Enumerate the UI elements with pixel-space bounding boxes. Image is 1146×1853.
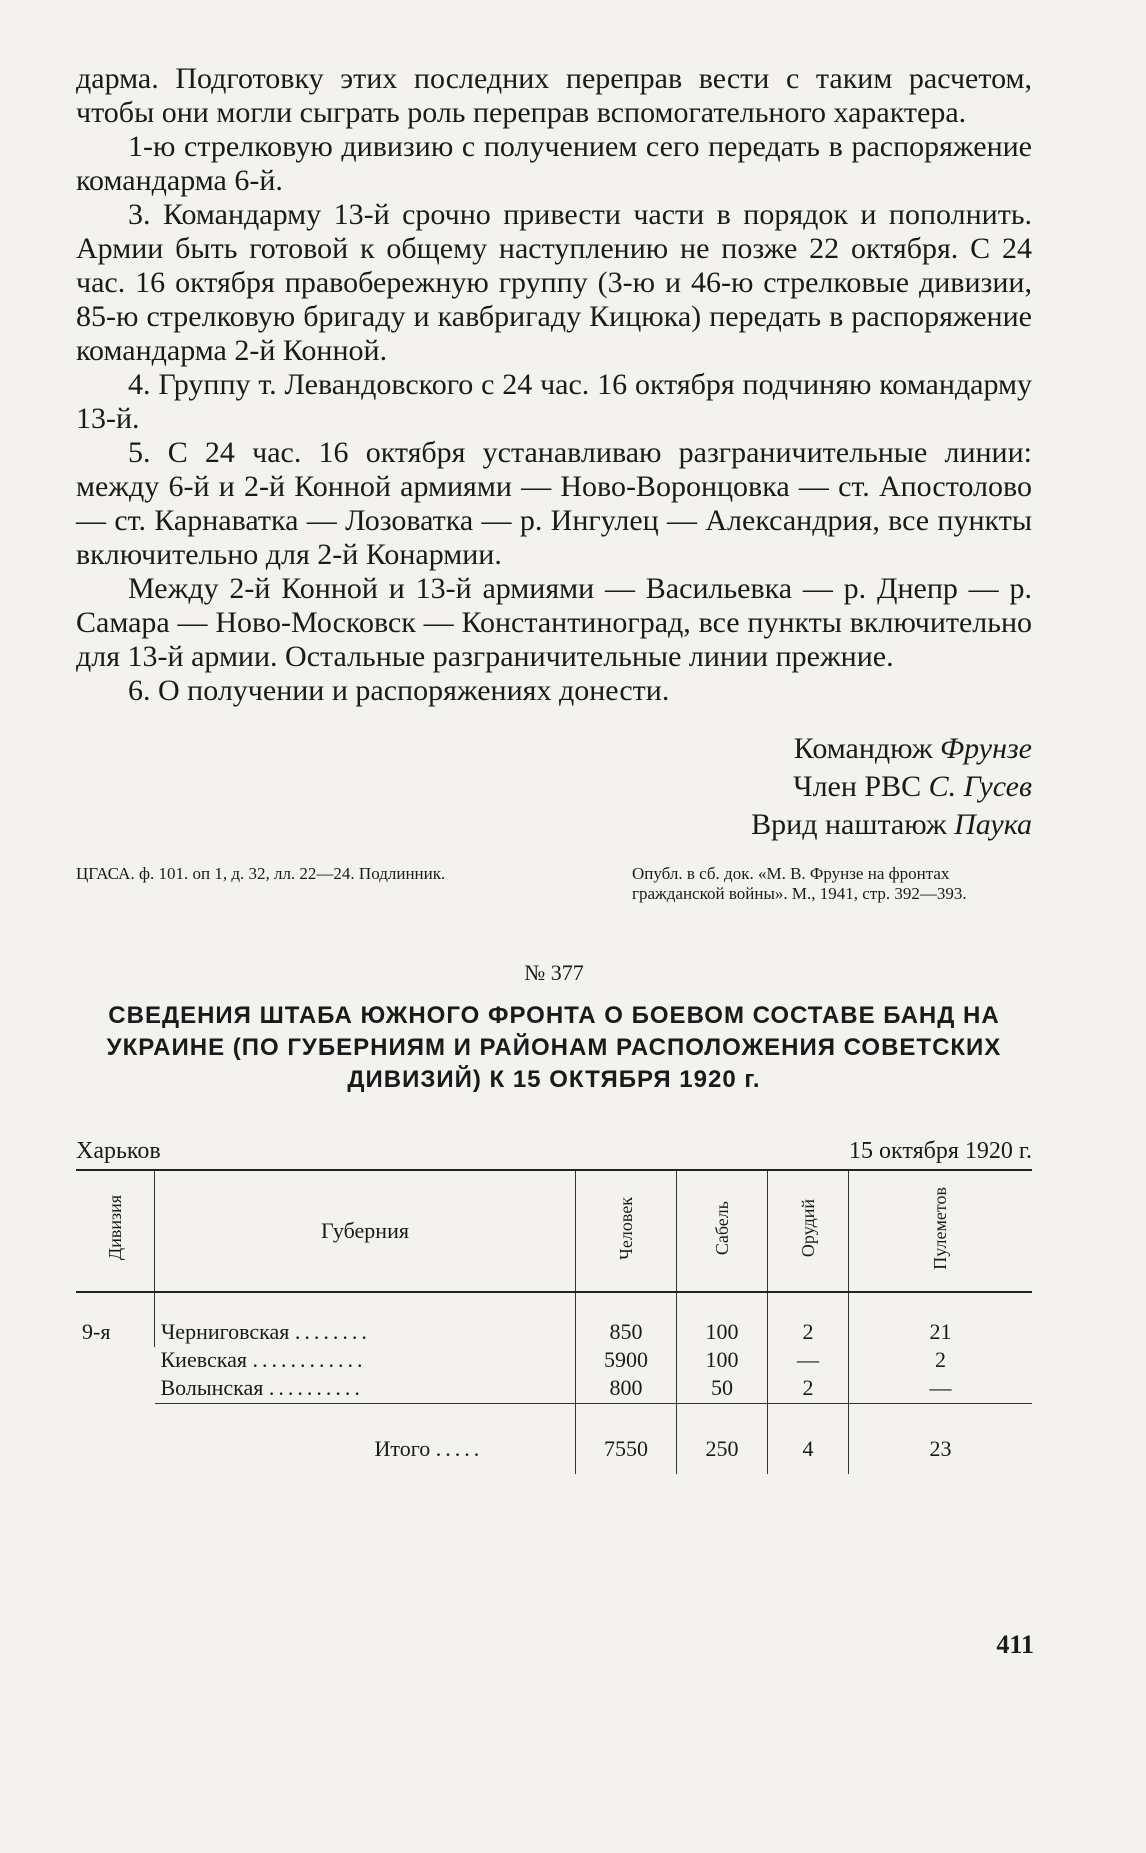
references <box>76 864 1032 904</box>
signature-line: Член РВС С. Гусев <box>793 770 1032 803</box>
paragraph-2: 1-ю стрелковую дивизию с получением сего передать в распоряжение командарма 6-й. <box>76 130 1032 197</box>
publication-reference: Опубл. в сб. док. «М. В. Фрунзе на фронтах гражданской войны». М., 1941, стр. 392—393. <box>632 864 967 903</box>
place: Харьков <box>76 1138 161 1164</box>
table-row: Волынская .......... 800 50 2 — <box>76 1375 1032 1404</box>
total-row: Итого ..... 7550 250 4 23 <box>76 1404 1032 1475</box>
archive-reference: ЦГАСА. ф. 101. оп 1, д. 32, лл. 22—24. Подлинник. <box>76 864 446 883</box>
page-number: 411 <box>996 1630 1034 1659</box>
paragraph-6: Между 2-й Конной и 13-й армиями — Васильевка — р. Днепр — р. Самара — Ново-Московск — Константиноград, все пункты включительно для 13-й армии. Остальные разграничительные линии прежние. <box>76 572 1032 673</box>
header-machine-guns: Пулеметов <box>849 1170 1033 1292</box>
signature-line: Командюж Фрунзе <box>793 732 1032 765</box>
division-cell: 9-я <box>82 1319 111 1344</box>
page <box>76 62 1032 1474</box>
paragraph-4: 4. Группу т. Левандовского с 24 час. 16 октября подчиняю командарму 13-й. <box>76 368 1032 435</box>
paragraph-3: 3. Командарму 13-й срочно привести части в порядок и пополнить. Армии быть готовой к общему наступлению не позже 22 октября. С 24 час. 16 октября правобережную группу (3-ю и 46-ю стрелковые дивизии, 85-ю стрелковую бригаду и кавбригаду Кицюка) передать в распоряжение командарма 2-й Конной. <box>76 198 1032 367</box>
header-division: Дивизия <box>76 1170 155 1292</box>
signatures <box>76 730 1032 844</box>
header-province: Губерния <box>155 1170 576 1292</box>
header-people: Человек <box>576 1170 677 1292</box>
forces-table <box>76 1169 1032 1474</box>
document-title: СВЕДЕНИЯ ШТАБА ЮЖНОГО ФРОНТА О БОЕВОМ СОСТАВЕ БАНД НА УКРАИНЕ (ПО ГУБЕРНИЯМ И РАЙОНАМ РАСПОЛОЖЕНИЯ СОВЕТСКИХ ДИВИЗИЙ) К 15 ОКТЯБРЯ 1920 г. <box>106 1002 1002 1093</box>
place-date-line <box>76 1138 1032 1165</box>
table-row: Киевская ............ 5900 100 — 2 <box>76 1347 1032 1375</box>
table-row: 9-я Черниговская ........ 850 100 2 21 <box>76 1292 1032 1347</box>
paragraph-1: дарма. Подготовку этих последних переправ вести с таким расчетом, чтобы они могли сыграть роль переправ вспомогательного характера. <box>76 62 1032 129</box>
document-number: № 377 <box>524 960 584 985</box>
header-guns: Орудий <box>768 1170 849 1292</box>
signature-line: Врид наштаюж Паука <box>751 808 1032 841</box>
date: 15 октября 1920 г. <box>849 1138 1032 1164</box>
header-sabers: Сабель <box>677 1170 768 1292</box>
paragraph-7: 6. О получении и распоряжениях донести. <box>128 674 670 707</box>
paragraph-5: 5. С 24 час. 16 октября устанавливаю разграничительные линии: между 6-й и 2-й Конной армиями — Ново-Воронцовка — ст. Апостолово — ст. Карнаватка — Лозоватка — р. Ингулец — Александрия, все пункты включительно для 2-й Конармии. <box>76 436 1032 571</box>
